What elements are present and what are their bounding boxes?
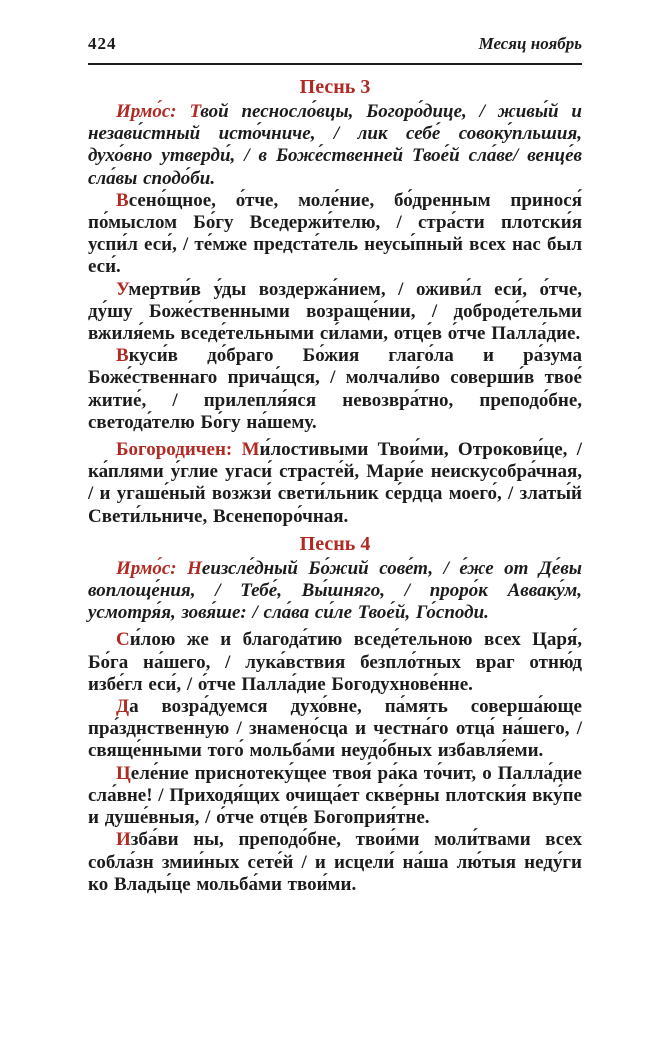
running-title: Месяц ноябрь bbox=[478, 34, 582, 53]
troparion-text: а возра́дуемся духо́вне, па́мять соверша́юще пра́зднственную / знамено́сца и честна́го отца́ на́шего, / свяще́нными того́ мольба́ми неудо́бных избавля́еми. bbox=[88, 696, 582, 762]
irmos-paragraph-song3 bbox=[88, 101, 582, 190]
troparion-text: сено́щное, о́тче, моле́ние, бо́дренным принося́ по́мыслом Бо́гу Вседержи́телю, / стра́сти плотски́я успи́л еси́, / те́мже предста́тель неусы́пный всех нас был еси́. bbox=[88, 189, 582, 278]
initial-letter: В bbox=[116, 189, 129, 211]
irmos-label: Ирмо́с: bbox=[116, 557, 177, 579]
song-3-heading: Песнь 3 bbox=[299, 76, 371, 98]
initial-letter: В bbox=[116, 345, 129, 367]
troparion-paragraph bbox=[88, 763, 582, 830]
initial-letter: Д bbox=[116, 696, 130, 718]
header-rule bbox=[88, 63, 582, 65]
troparion-text: и́лою же и благода́тию вседе́тельною всех Царя́, Бо́га на́шего, / лука́вствия безпло́тных враг отню́д избе́гл еси́, / о́тче Палла́дие Богодухнове́нне. bbox=[88, 629, 582, 695]
troparion-text: еле́ние приснотеку́щее твоя́ ра́ка то́чит, о Палла́дие сла́вне! / Приходя́щих очища́ет скве́рны плотски́я вку́пе и душе́вныя, / о́тче отце́в Богоприя́тне. bbox=[88, 762, 582, 829]
troparion-paragraph bbox=[88, 190, 582, 279]
irmos-paragraph-song4 bbox=[88, 558, 582, 625]
bogorodichen-label: Богородичен: bbox=[116, 439, 233, 461]
troparion-text: мертви́в у́ды воздержа́нием, / оживи́л еси́, о́тче, ду́шу Боже́ственными возраще́нии, / доброде́тельми вжиля́емь вседе́тельными си́лами, отце́в о́тче Палла́дие. bbox=[88, 278, 582, 345]
irmos-text: еизсле́дный Бо́жий сове́т, / е́же от Де́вы воплоще́ния, / Тебе́, Вы́шняго, / проро́к Авваку́м, усмотря́я, зовя́ше: / сла́ва си́ле Твое́й, Го́споди. bbox=[88, 557, 582, 624]
bogorodichen-paragraph bbox=[88, 439, 582, 528]
troparion-paragraph bbox=[88, 279, 582, 346]
initial-letter: М bbox=[241, 439, 260, 461]
initial-letter: Н bbox=[187, 557, 202, 579]
troparion-text: куси́в до́браго Бо́жия глаго́ла и ра́зума Боже́ственнаго прича́щся, / молчали́во соверши́в твое́ житие́, / прилепля́яся невозвра́тно, преподо́бне, светода́телю Бо́гу на́шему. bbox=[88, 345, 582, 433]
troparion-paragraph bbox=[88, 345, 582, 434]
troparion-text: зба́ви ны, преподо́бне, твои́ми моли́твами всех собла́зн змии́ных сете́й / и исцели́ на́ша лю́тыя неду́ги ко Влады́це мольба́ми твои́ми. bbox=[88, 829, 582, 895]
page-number: 424 bbox=[88, 34, 117, 53]
troparion-paragraph bbox=[88, 696, 582, 763]
irmos-text: вой песносло́вцы, Богоро́дице, / живы́й и незави́стный исто́чниче, / лик себе́ совоку́пльшия, духо́вно утверди́, / в Боже́ственней Твое́й сла́ве/ венце́в сла́вы сподо́би. bbox=[88, 101, 583, 189]
troparion-paragraph bbox=[88, 629, 582, 696]
initial-letter: У bbox=[116, 278, 129, 300]
initial-letter: Ц bbox=[116, 762, 131, 784]
song-4-heading: Песнь 4 bbox=[299, 532, 371, 555]
initial-letter: С bbox=[116, 629, 130, 651]
troparion-paragraph bbox=[88, 829, 582, 896]
running-head bbox=[88, 34, 582, 54]
bogorodichen-text: и́лостивыми Твои́ми, Отрокови́це, / ка́плями у́глие угаси́ страсте́й, Мари́е неискусобра́чная, / и угаше́ный возжзи́ свети́льник се́рдца моего́, / златы́й Свети́льниче, Всенепоро́чная. bbox=[88, 439, 583, 527]
initial-letter: И bbox=[116, 829, 131, 851]
irmos-label: Ирмо́с: bbox=[116, 101, 177, 122]
initial-letter: Т bbox=[189, 101, 201, 122]
